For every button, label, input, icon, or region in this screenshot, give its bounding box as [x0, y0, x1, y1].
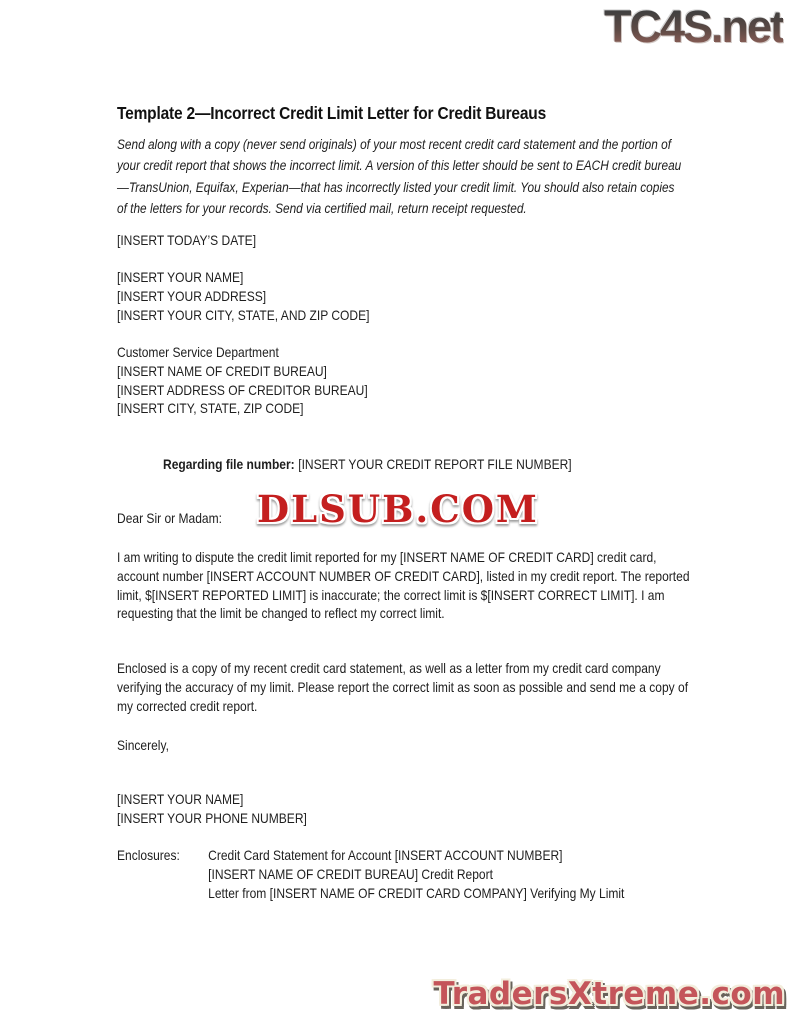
- tradersxtreme-watermark: TradersXtreme.com: [433, 976, 785, 1012]
- recipient-bureau-address: [INSERT ADDRESS OF CREDITOR BUREAU]: [117, 382, 368, 398]
- signature-name: [INSERT YOUR NAME]: [117, 792, 244, 807]
- enclosure-item: [INSERT NAME OF CREDIT BUREAU] Credit Report: [208, 866, 493, 882]
- date-placeholder: [INSERT TODAY’S DATE]: [117, 233, 257, 248]
- sender-city-state-zip: [INSERT YOUR CITY, STATE, AND ZIP CODE]: [117, 307, 370, 323]
- signature-block: [117, 791, 471, 829]
- dlsub-watermark: DLSUB.COM: [257, 487, 539, 531]
- recipient-department: Customer Service Department: [117, 345, 279, 360]
- enclosures-block: [117, 847, 683, 903]
- regarding-line: [163, 456, 729, 475]
- recipient-address-block: [117, 344, 489, 419]
- sender-address: [INSERT YOUR ADDRESS]: [117, 288, 267, 304]
- tc4s-watermark: TC4S.net: [603, 1, 783, 52]
- body-paragraph-2: Enclosed is a copy of my recent credit card statement, as well as a letter from my credit card company verifying the accuracy of my limit. Please report the correct limit as soon as possible and send me a copy of my corrected credit report.: [117, 661, 689, 714]
- salutation: Dear Sir or Madam:: [117, 511, 222, 526]
- sender-name: [INSERT YOUR NAME]: [117, 270, 244, 285]
- letter-instructions: Send along with a copy (never send originals) of your most recent credit card statement and the portion of your credit report that shows the incorrect limit. A version of this letter should be sent to EACH credit bureau—TransUnion, Equifax, Experian—that has incorrectly listed your credit limit. You should also retain copies of the letters for your records. Send via certified mail, return receipt requested.: [117, 137, 682, 217]
- regarding-value: [INSERT YOUR CREDIT REPORT FILE NUMBER]: [298, 457, 572, 472]
- recipient-city-state-zip: [INSERT CITY, STATE, ZIP CODE]: [117, 401, 304, 417]
- regarding-label: Regarding file number:: [163, 457, 295, 472]
- signature-phone: [INSERT YOUR PHONE NUMBER]: [117, 810, 307, 826]
- sender-address-block: [117, 269, 489, 325]
- enclosures-label: Enclosures:: [117, 848, 180, 863]
- closing: Sincerely,: [117, 738, 169, 753]
- recipient-bureau-name: [INSERT NAME OF CREDIT BUREAU]: [117, 363, 327, 379]
- enclosure-item: Letter from [INSERT NAME OF CREDIT CARD COMPANY] Verifying My Limit: [208, 885, 625, 901]
- enclosure-item: Credit Card Statement for Account [INSERT ACCOUNT NUMBER]: [208, 848, 563, 863]
- letter-title: Template 2—Incorrect Credit Limit Letter for Credit Bureaus: [117, 103, 547, 123]
- body-paragraph-1: I am writing to dispute the credit limit reported for my [INSERT NAME OF CREDIT CARD] credit card, account number [INSERT ACCOUNT NUMBER OF CREDIT CARD], listed in my credit report. The reported limit, $[INSERT REPORTED LIMIT] is inaccurate; the correct limit is $[INSERT CORRECT LIMIT]. I am requesting that the limit be changed to reflect my correct limit.: [117, 550, 690, 622]
- enclosures-list: [208, 847, 661, 903]
